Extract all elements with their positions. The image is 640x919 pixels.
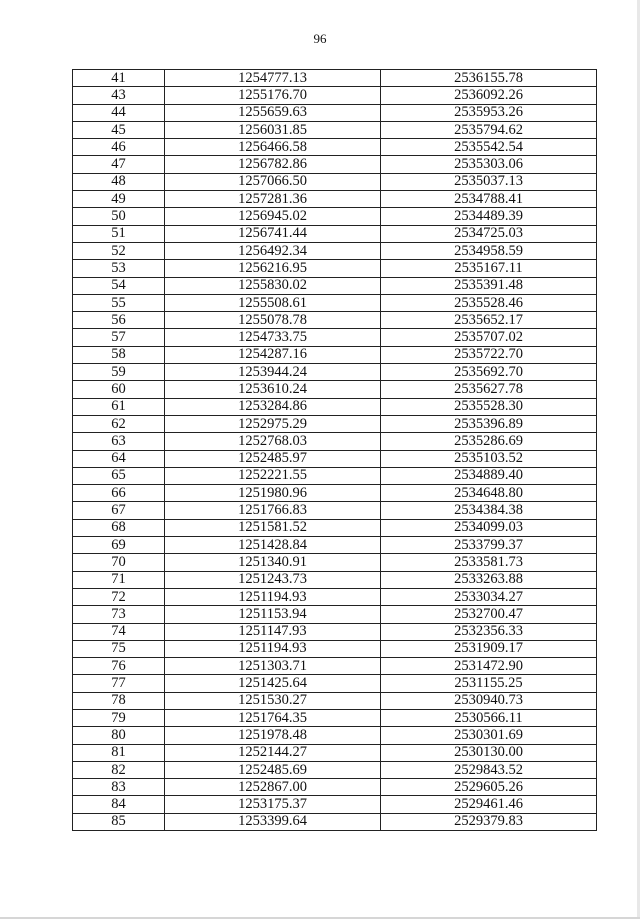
table-row [73, 554, 597, 571]
point-number-cell: 70 [73, 554, 165, 571]
table-row [73, 294, 597, 311]
table-row [73, 779, 597, 796]
x-coordinate-cell: 1255078.78 [165, 312, 381, 329]
y-coordinate-cell: 2530301.69 [381, 727, 597, 744]
table-row [73, 329, 597, 346]
point-number-cell: 55 [73, 294, 165, 311]
x-coordinate-cell: 1251147.93 [165, 623, 381, 640]
table-row [73, 225, 597, 242]
x-coordinate-cell: 1254733.75 [165, 329, 381, 346]
point-number-cell: 58 [73, 346, 165, 363]
y-coordinate-cell: 2535627.78 [381, 381, 597, 398]
x-coordinate-cell: 1252768.03 [165, 433, 381, 450]
point-number-cell: 57 [73, 329, 165, 346]
y-coordinate-cell: 2535167.11 [381, 260, 597, 277]
point-number-cell: 79 [73, 709, 165, 726]
table-row [73, 727, 597, 744]
table-row [73, 623, 597, 640]
point-number-cell: 46 [73, 139, 165, 156]
y-coordinate-cell: 2535652.17 [381, 312, 597, 329]
table-row [73, 70, 597, 87]
y-coordinate-cell: 2535396.89 [381, 415, 597, 432]
point-number-cell: 45 [73, 121, 165, 138]
x-coordinate-cell: 1251340.91 [165, 554, 381, 571]
x-coordinate-cell: 1251766.83 [165, 502, 381, 519]
point-number-cell: 43 [73, 87, 165, 104]
table-row [73, 398, 597, 415]
y-coordinate-cell: 2535103.52 [381, 450, 597, 467]
y-coordinate-cell: 2529843.52 [381, 761, 597, 778]
table-row [73, 87, 597, 104]
point-number-cell: 62 [73, 415, 165, 432]
table-row [73, 692, 597, 709]
x-coordinate-cell: 1255830.02 [165, 277, 381, 294]
point-number-cell: 83 [73, 779, 165, 796]
x-coordinate-cell: 1252485.69 [165, 761, 381, 778]
x-coordinate-cell: 1256945.02 [165, 208, 381, 225]
table-row [73, 381, 597, 398]
y-coordinate-cell: 2534489.39 [381, 208, 597, 225]
y-coordinate-cell: 2533263.88 [381, 571, 597, 588]
table-row [73, 156, 597, 173]
table-row [73, 173, 597, 190]
x-coordinate-cell: 1255176.70 [165, 87, 381, 104]
x-coordinate-cell: 1254287.16 [165, 346, 381, 363]
table-row [73, 588, 597, 605]
y-coordinate-cell: 2535953.26 [381, 104, 597, 121]
y-coordinate-cell: 2534384.38 [381, 502, 597, 519]
y-coordinate-cell: 2535707.02 [381, 329, 597, 346]
table-row [73, 208, 597, 225]
point-number-cell: 53 [73, 260, 165, 277]
point-number-cell: 50 [73, 208, 165, 225]
table-row [73, 312, 597, 329]
y-coordinate-cell: 2532700.47 [381, 606, 597, 623]
y-coordinate-cell: 2536092.26 [381, 87, 597, 104]
y-coordinate-cell: 2535794.62 [381, 121, 597, 138]
point-number-cell: 84 [73, 796, 165, 813]
table-row [73, 606, 597, 623]
point-number-cell: 75 [73, 640, 165, 657]
y-coordinate-cell: 2534099.03 [381, 519, 597, 536]
point-number-cell: 82 [73, 761, 165, 778]
y-coordinate-cell: 2531155.25 [381, 675, 597, 692]
y-coordinate-cell: 2534725.03 [381, 225, 597, 242]
table-row [73, 658, 597, 675]
point-number-cell: 81 [73, 744, 165, 761]
y-coordinate-cell: 2535037.13 [381, 173, 597, 190]
table-row [73, 813, 597, 830]
x-coordinate-cell: 1252485.97 [165, 450, 381, 467]
x-coordinate-cell: 1256466.58 [165, 139, 381, 156]
y-coordinate-cell: 2535303.06 [381, 156, 597, 173]
y-coordinate-cell: 2533581.73 [381, 554, 597, 571]
point-number-cell: 80 [73, 727, 165, 744]
table-row [73, 450, 597, 467]
point-number-cell: 49 [73, 191, 165, 208]
y-coordinate-cell: 2536155.78 [381, 70, 597, 87]
point-number-cell: 74 [73, 623, 165, 640]
point-number-cell: 63 [73, 433, 165, 450]
y-coordinate-cell: 2535722.70 [381, 346, 597, 363]
y-coordinate-cell: 2535391.48 [381, 277, 597, 294]
point-number-cell: 71 [73, 571, 165, 588]
table-row [73, 346, 597, 363]
x-coordinate-cell: 1254777.13 [165, 70, 381, 87]
y-coordinate-cell: 2534788.41 [381, 191, 597, 208]
table-row [73, 364, 597, 381]
x-coordinate-cell: 1251581.52 [165, 519, 381, 536]
x-coordinate-cell: 1251303.71 [165, 658, 381, 675]
x-coordinate-cell: 1252975.29 [165, 415, 381, 432]
point-number-cell: 67 [73, 502, 165, 519]
point-number-cell: 51 [73, 225, 165, 242]
x-coordinate-cell: 1252867.00 [165, 779, 381, 796]
y-coordinate-cell: 2530566.11 [381, 709, 597, 726]
x-coordinate-cell: 1251153.94 [165, 606, 381, 623]
y-coordinate-cell: 2529461.46 [381, 796, 597, 813]
coordinates-table [72, 69, 597, 831]
table-row [73, 640, 597, 657]
x-coordinate-cell: 1256216.95 [165, 260, 381, 277]
x-coordinate-cell: 1252144.27 [165, 744, 381, 761]
x-coordinate-cell: 1251425.64 [165, 675, 381, 692]
x-coordinate-cell: 1255508.61 [165, 294, 381, 311]
y-coordinate-cell: 2534648.80 [381, 485, 597, 502]
x-coordinate-cell: 1253944.24 [165, 364, 381, 381]
point-number-cell: 52 [73, 242, 165, 259]
table-row [73, 502, 597, 519]
y-coordinate-cell: 2530130.00 [381, 744, 597, 761]
table-row [73, 709, 597, 726]
table-row [73, 260, 597, 277]
point-number-cell: 73 [73, 606, 165, 623]
x-coordinate-cell: 1251764.35 [165, 709, 381, 726]
point-number-cell: 65 [73, 467, 165, 484]
point-number-cell: 59 [73, 364, 165, 381]
point-number-cell: 72 [73, 588, 165, 605]
y-coordinate-cell: 2535528.30 [381, 398, 597, 415]
y-coordinate-cell: 2529605.26 [381, 779, 597, 796]
x-coordinate-cell: 1251530.27 [165, 692, 381, 709]
table-row [73, 571, 597, 588]
x-coordinate-cell: 1251194.93 [165, 640, 381, 657]
y-coordinate-cell: 2532356.33 [381, 623, 597, 640]
point-number-cell: 44 [73, 104, 165, 121]
point-number-cell: 85 [73, 813, 165, 830]
x-coordinate-cell: 1257066.50 [165, 173, 381, 190]
y-coordinate-cell: 2535542.54 [381, 139, 597, 156]
x-coordinate-cell: 1255659.63 [165, 104, 381, 121]
x-coordinate-cell: 1256492.34 [165, 242, 381, 259]
table-row [73, 191, 597, 208]
x-coordinate-cell: 1251980.96 [165, 485, 381, 502]
point-number-cell: 66 [73, 485, 165, 502]
y-coordinate-cell: 2530940.73 [381, 692, 597, 709]
point-number-cell: 41 [73, 70, 165, 87]
x-coordinate-cell: 1251428.84 [165, 537, 381, 554]
point-number-cell: 78 [73, 692, 165, 709]
table-body [73, 70, 597, 831]
y-coordinate-cell: 2535286.69 [381, 433, 597, 450]
x-coordinate-cell: 1251978.48 [165, 727, 381, 744]
y-coordinate-cell: 2535528.46 [381, 294, 597, 311]
y-coordinate-cell: 2534889.40 [381, 467, 597, 484]
y-coordinate-cell: 2533799.37 [381, 537, 597, 554]
point-number-cell: 76 [73, 658, 165, 675]
table-row [73, 519, 597, 536]
table-row [73, 675, 597, 692]
point-number-cell: 61 [73, 398, 165, 415]
x-coordinate-cell: 1256782.86 [165, 156, 381, 173]
y-coordinate-cell: 2531472.90 [381, 658, 597, 675]
table-row [73, 139, 597, 156]
point-number-cell: 77 [73, 675, 165, 692]
table-row [73, 433, 597, 450]
table-row [73, 761, 597, 778]
y-coordinate-cell: 2531909.17 [381, 640, 597, 657]
point-number-cell: 56 [73, 312, 165, 329]
table-row [73, 796, 597, 813]
x-coordinate-cell: 1251243.73 [165, 571, 381, 588]
point-number-cell: 69 [73, 537, 165, 554]
table-row [73, 277, 597, 294]
point-number-cell: 68 [73, 519, 165, 536]
x-coordinate-cell: 1256031.85 [165, 121, 381, 138]
x-coordinate-cell: 1253175.37 [165, 796, 381, 813]
table-row [73, 485, 597, 502]
x-coordinate-cell: 1253610.24 [165, 381, 381, 398]
table-row [73, 121, 597, 138]
table-row [73, 242, 597, 259]
table-row [73, 104, 597, 121]
x-coordinate-cell: 1257281.36 [165, 191, 381, 208]
point-number-cell: 64 [73, 450, 165, 467]
point-number-cell: 47 [73, 156, 165, 173]
point-number-cell: 48 [73, 173, 165, 190]
table-row [73, 415, 597, 432]
point-number-cell: 54 [73, 277, 165, 294]
x-coordinate-cell: 1256741.44 [165, 225, 381, 242]
point-number-cell: 60 [73, 381, 165, 398]
y-coordinate-cell: 2535692.70 [381, 364, 597, 381]
page-number: 96 [313, 31, 327, 46]
x-coordinate-cell: 1251194.93 [165, 588, 381, 605]
y-coordinate-cell: 2529379.83 [381, 813, 597, 830]
y-coordinate-cell: 2534958.59 [381, 242, 597, 259]
x-coordinate-cell: 1252221.55 [165, 467, 381, 484]
table-row [73, 467, 597, 484]
y-coordinate-cell: 2533034.27 [381, 588, 597, 605]
table-row [73, 537, 597, 554]
table-row [73, 744, 597, 761]
x-coordinate-cell: 1253399.64 [165, 813, 381, 830]
x-coordinate-cell: 1253284.86 [165, 398, 381, 415]
